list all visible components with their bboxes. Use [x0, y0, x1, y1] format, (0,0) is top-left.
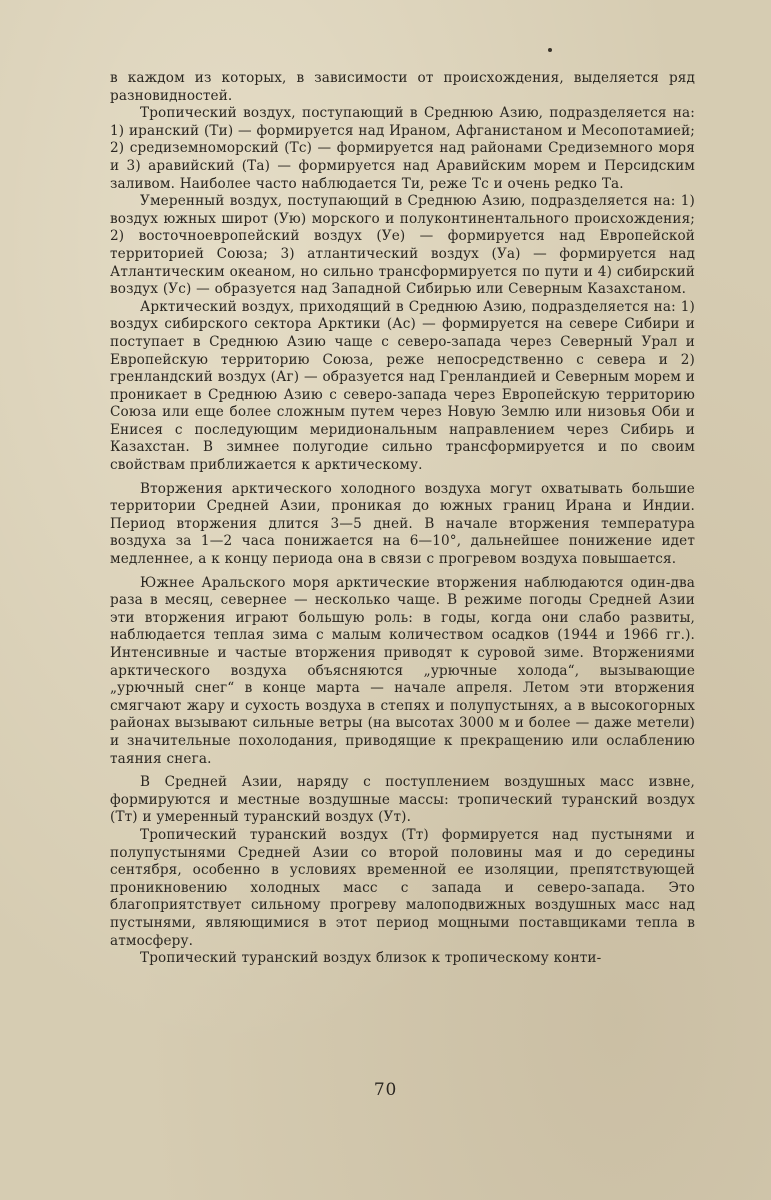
paragraph-turan-tropical-air: Тропический туранский воздух (Тт) формируется над пустынями и полупустынями Средней Азии со второй половины мая и до середины сентября, особенно в условиях временной ее изоляции, препятствующей проникновению холодных масс с запада и северо-запада. Это благоприятствует сильному прогреву малоподвижных воздушных масс над пустынями, являющимися в этот период мощными поставщиками тепла в атмосферу. [110, 826, 695, 949]
body-text [110, 70, 695, 968]
print-speck [548, 48, 552, 52]
paragraph-arctic-invasions: Вторжения арктического холодного воздуха могут охватывать большие территории Средней Азии, проникая до южных границ Ирана и Индии. Период вторжения длится 3—5 дней. В начале вторжения температура воздуха за 1—2 часа понижается на 6—10°, дальнейшее понижение идет медленнее, а к концу периода она в связи с прогревом воздуха повышается. [110, 480, 695, 568]
paragraph-local-air-masses: В Средней Азии, наряду с поступлением воздушных масс извне, формируются и местные воздушные массы: тропический туранский воздух (Тт) и умеренный туранский воздух (Ут). [110, 774, 695, 826]
paragraph-continuation: в каждом из которых, в зависимости от происхождения, выделяется ряд разновидностей. [110, 70, 695, 104]
paragraph-arctic-air: Арктический воздух, приходящий в Среднюю Азию, подразделяется на: 1) воздух сибирского сектора Арктики (Ас) — формируется на севере Сибири и поступает в Среднюю Азию чаще с северо-запада через Северный Урал и Европейскую территорию Союза, реже непосредственно с севера и 2) гренландский воздух (Аг) — образуется над Гренландией и Северным морем и проникает в Среднюю Азию с северо-запада через Европейскую территорию Союза или еще более сложным путем через Новую Землю или низовья Оби и Енисея с последующим меридиональным направлением через Сибирь и Казахстан. В зимнее полугодие сильно трансформируется и по своим свойствам приближается к арктическому. [110, 298, 695, 474]
paragraph-tropical-air: Тропический воздух, поступающий в Среднюю Азию, подразделяется на: 1) иранский (Ти) — формируется над Ираном, Афганистаном и Месопотамией; 2) средиземноморский (Тс) — формируется над районами Средиземного моря и 3) аравийский (Та) — формируется над Аравийским морем и Персидским заливом. Наиболее часто наблюдается Ти, реже Тс и очень редко Та. [110, 105, 695, 192]
page-number: 70 [373, 1080, 398, 1100]
paragraph-aral-invasions: Южнее Аральского моря арктические вторжения наблюдаются один-два раза в месяц, севернее — несколько чаще. В режиме погоды Средней Азии эти вторжения играют большую роль: в годы, когда они слабо развиты, наблюдается теплая зима с малым количеством осадков (1944 и 1966 гг.). Интенсивные и частые вторжения приводят к суровой зиме. Вторжениями арктического воздуха объясняются „урючные холода“, вызывающие „урючный снег“ в конце марта — начале апреля. Летом эти вторжения смягчают жару и сухость воздуха в степях и полупустынях, а в высокогорных районах вызывают сильные ветры (на высотах 3000 м и более — даже метели) и значительные похолодания, приводящие к прекращению или ослаблению таяния снега. [110, 574, 695, 767]
paragraph-temperate-air: Умеренный воздух, поступающий в Среднюю Азию, подразделяется на: 1) воздух южных широт (Ую) морского и полуконтинентального происхождения; 2) восточноевропейский воздух (Уе) — формируется над Европейской территорией Союза; 3) атлантический воздух (Уа) — формируется над Атлантическим океаном, но сильно трансформируется по пути и 4) сибирский воздух (Ус) — образуется над Западной Сибирью или Северным Казахстаном. [110, 193, 695, 298]
paragraph-closing-line: Тропический туранский воздух близок к тропическому конти- [140, 950, 602, 967]
